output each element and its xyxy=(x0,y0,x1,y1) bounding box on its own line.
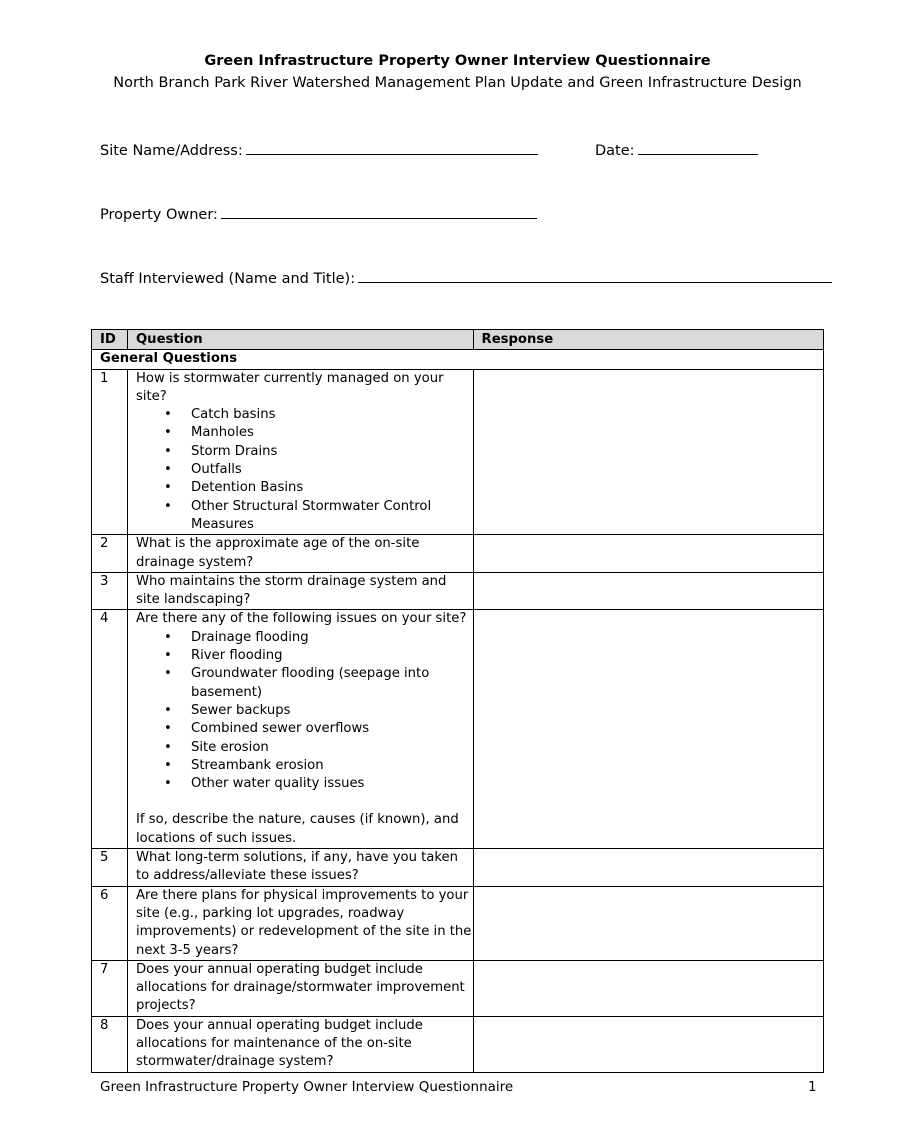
question-text: What is the approximate age of the on-site drainage system? xyxy=(127,535,473,573)
question-cell xyxy=(127,610,473,849)
response-cell[interactable] xyxy=(473,535,823,573)
table-row xyxy=(92,886,824,960)
table-row xyxy=(92,369,824,535)
question-text: Does your annual operating budget include allocations for maintenance of the on-site stormwater/drainage system? xyxy=(127,1016,473,1072)
list-item: • Manholes xyxy=(191,424,473,442)
date-label: Date: xyxy=(595,143,635,159)
question-cell xyxy=(127,369,473,535)
question-text: Who maintains the storm drainage system and site landscaping? xyxy=(127,572,473,610)
document-subtitle: North Branch Park River Watershed Management Plan Update and Green Infrastructure Design xyxy=(113,75,802,91)
property-owner-blank[interactable] xyxy=(221,204,537,219)
staff-interviewed-blank[interactable] xyxy=(358,268,832,283)
list-item: • Outfalls xyxy=(191,461,473,479)
row-id: 2 xyxy=(92,535,128,573)
list-item: • River flooding xyxy=(191,647,473,665)
staff-interviewed-label: Staff Interviewed (Name and Title): xyxy=(100,271,356,287)
response-cell[interactable] xyxy=(473,849,823,887)
question-text: Are there plans for physical improvements to your site (e.g., parking lot upgrades, roadway improvements) or redevelopment of the site in the next 3-5 years? xyxy=(127,886,473,960)
question-text: What long-term solutions, if any, have you taken to address/alleviate these issues? xyxy=(127,849,473,887)
list-item: • Combined sewer overflows xyxy=(191,720,473,738)
question-text: How is stormwater currently managed on your site? xyxy=(135,370,444,404)
site-name-field xyxy=(100,140,538,159)
document-title: Green Infrastructure Property Owner Interview Questionnaire xyxy=(204,53,711,69)
table-row xyxy=(92,1016,824,1072)
question-text: Are there any of the following issues on your site? xyxy=(135,611,467,627)
list-item: • Catch basins xyxy=(191,406,473,424)
list-item: • Sewer backups xyxy=(191,702,473,720)
bullet-list xyxy=(136,629,473,794)
table-row xyxy=(92,849,824,887)
row-id: 3 xyxy=(92,572,128,610)
footer-text: Green Infrastructure Property Owner Interview Questionnaire xyxy=(100,1079,514,1095)
row-id: 5 xyxy=(92,849,128,887)
list-item: • Drainage flooding xyxy=(191,629,473,647)
question-text: Does your annual operating budget include allocations for drainage/stormwater improvement projects? xyxy=(127,960,473,1016)
response-cell[interactable] xyxy=(473,886,823,960)
list-item: • Detention Basins xyxy=(191,479,473,497)
question-note: If so, describe the nature, causes (if known), and locations of such issues. xyxy=(135,812,459,846)
response-cell[interactable] xyxy=(473,960,823,1016)
staff-interviewed-field xyxy=(100,268,832,287)
list-item: • Storm Drains xyxy=(191,443,473,461)
site-name-label: Site Name/Address: xyxy=(100,143,243,159)
property-owner-label: Property Owner: xyxy=(100,207,218,223)
list-item: • Other water quality issues xyxy=(191,775,473,793)
questionnaire-table xyxy=(91,329,824,1073)
table-row xyxy=(92,572,824,610)
table-row xyxy=(92,535,824,573)
response-cell[interactable] xyxy=(473,369,823,535)
row-id: 7 xyxy=(92,960,128,1016)
list-item: • Streambank erosion xyxy=(191,757,473,775)
row-id: 6 xyxy=(92,886,128,960)
section-row xyxy=(92,350,824,369)
row-id: 8 xyxy=(92,1016,128,1072)
list-item: • Site erosion xyxy=(191,739,473,757)
table-header-row xyxy=(92,330,824,350)
list-item: • Groundwater flooding (seepage into basement) xyxy=(191,665,473,702)
date-field xyxy=(595,140,758,159)
response-cell[interactable] xyxy=(473,610,823,849)
date-blank[interactable] xyxy=(638,140,758,155)
property-owner-field xyxy=(100,204,537,223)
bullet-list xyxy=(136,406,473,534)
response-cell[interactable] xyxy=(473,572,823,610)
page-number: 1 xyxy=(808,1079,817,1095)
column-header-response: Response xyxy=(473,330,823,350)
table-row xyxy=(92,960,824,1016)
column-header-id: ID xyxy=(92,330,128,350)
column-header-question: Question xyxy=(127,330,473,350)
site-name-blank[interactable] xyxy=(246,140,538,155)
table-row xyxy=(92,610,824,849)
section-title: General Questions xyxy=(92,350,824,369)
list-item: • Other Structural Stormwater Control Measures xyxy=(191,498,473,535)
response-cell[interactable] xyxy=(473,1016,823,1072)
row-id: 4 xyxy=(92,610,128,849)
row-id: 1 xyxy=(92,369,128,535)
